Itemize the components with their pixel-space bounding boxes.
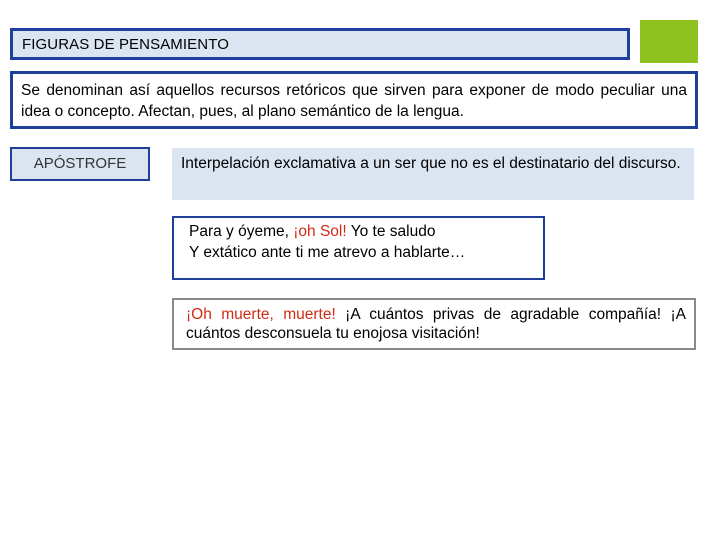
example-2-text xyxy=(186,305,686,343)
example-2-highlight: ¡Oh muerte, muerte! xyxy=(186,306,336,323)
definition-text: Se denominan así aquellos recursos retóricos que sirven para exponer de modo peculiar una idea o concepto. Afectan, pues, al plano semántico de la lengua. xyxy=(21,82,687,120)
term-label: APÓSTROFE xyxy=(33,155,127,172)
term-box xyxy=(10,147,150,181)
example-1-line-1 xyxy=(189,222,435,242)
definition-box xyxy=(10,71,698,129)
example-1-text-before: Para y óyeme, xyxy=(189,223,294,240)
example-1-text-after: Yo te saludo xyxy=(346,223,436,240)
explanation-text: Interpelación exclamativa a un ser que no es el destinatario del discurso. xyxy=(181,155,681,172)
slide-title: FIGURAS DE PENSAMIENTO xyxy=(22,36,229,53)
example-1-line-2: Y extático ante ti me atrevo a hablarte… xyxy=(189,244,466,261)
example-box-1 xyxy=(172,216,545,280)
explanation-box xyxy=(172,148,694,200)
example-box-2 xyxy=(172,298,696,350)
accent-square xyxy=(640,20,698,63)
example-2-rest: ¡A cuántos privas de agradable compañía! ¡A cuántos desconsuela tu enojosa visitación! xyxy=(186,306,686,342)
example-1-highlight: ¡oh Sol! xyxy=(293,223,347,240)
slide-title-bar xyxy=(10,28,630,60)
